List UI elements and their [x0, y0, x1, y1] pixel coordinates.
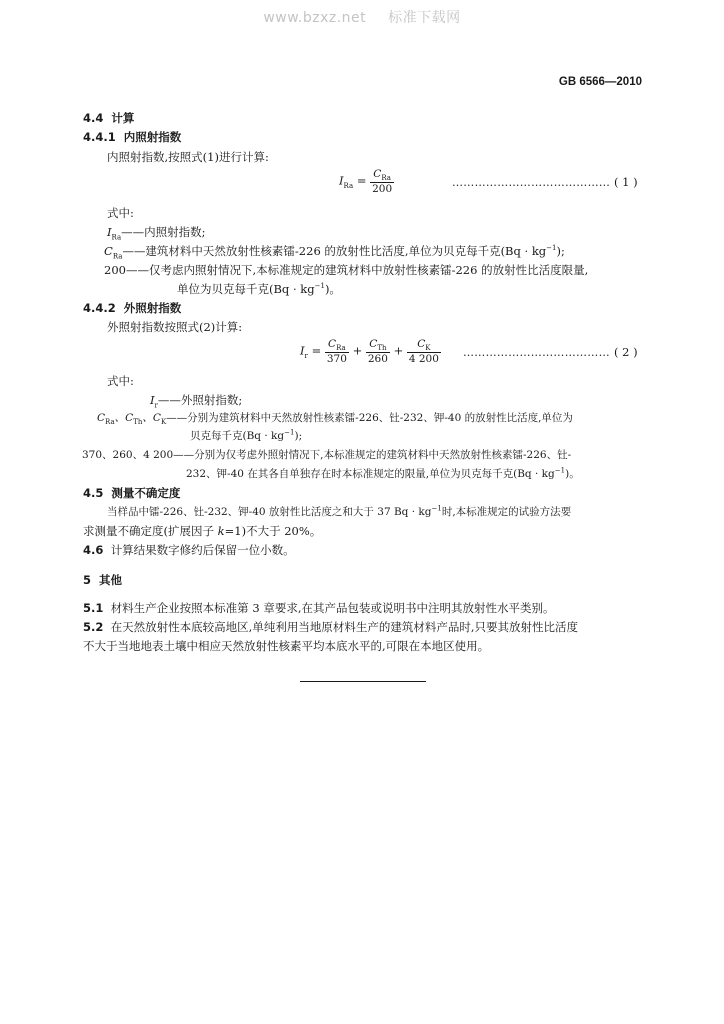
def-text-end: )。	[565, 468, 580, 480]
definition-200-cont	[177, 281, 341, 297]
section-text: 材料生产企业按照本标准第 3 章要求,在其产品包装或说明书中注明其放射性水平类别。	[110, 601, 555, 615]
def-text: ——分别为建筑材料中天然放射性核素镭-226、钍-232、钾-40 的放射性比活度,单位为	[166, 412, 573, 424]
eq-symbol: I	[300, 343, 305, 358]
fraction-denominator: 200	[372, 183, 393, 196]
def-text: ——内照射指数;	[121, 225, 206, 239]
section-number: 4.6	[83, 543, 104, 557]
def-subscript: Ra	[111, 233, 122, 242]
definition-c-values	[97, 410, 573, 426]
watermark-url: www.bzxz.net	[263, 10, 367, 26]
fraction-denominator: 370	[326, 353, 347, 366]
def-superscript: −1	[554, 466, 566, 475]
para-symbol: k	[217, 524, 225, 538]
section-4-4-heading	[83, 110, 134, 126]
eq-fraction-k	[407, 338, 441, 365]
definition-ir	[150, 392, 242, 409]
def-symbol: I	[150, 393, 155, 407]
eq-fraction	[370, 168, 394, 195]
fraction-numerator: C	[417, 338, 426, 350]
def-text-end: )。	[324, 282, 341, 296]
def-subscript: K	[160, 418, 167, 427]
def-subscript: Ra	[112, 252, 123, 261]
def-text: ——分别为仅考虑外照射情况下,本标准规定的建筑材料中天然放射性核素镭-226、钍-	[173, 449, 572, 461]
para-text-end: 时,本标准规定的试验方法要	[441, 506, 572, 518]
section-title: 测量不确定度	[111, 486, 181, 500]
section-title: 计算	[111, 111, 135, 125]
equation-1-leader: ……………………………………	[452, 176, 611, 189]
def-text: ——仅考虑内照射情况下,本标准规定的建筑材料中放射性核素镭-226 的放射性比活度限量,	[125, 263, 589, 277]
section-number: 4.4.1	[83, 130, 116, 144]
def-symbol: I	[107, 225, 112, 239]
def-superscript: −1	[546, 244, 557, 253]
section-number: 5.1	[83, 601, 104, 615]
section-number: 4.4.2	[83, 301, 116, 315]
definition-c-values-cont	[190, 428, 302, 443]
fraction-numerator: C	[328, 338, 337, 350]
fraction-subscript: Th	[377, 344, 387, 353]
para-text: 当样品中镭-226、钍-232、钾-40 放射性比活度之和大于 37 Bq · kg	[107, 506, 432, 518]
definition-limits	[82, 447, 571, 462]
equation-2: $I_r$ = $\frac{C_{Ra}}{370}$ + $\frac{C_{Th}}{260}$ + $\frac{C_K}{4 200}$	[300, 338, 439, 366]
def-subscript: Th	[133, 418, 143, 427]
fraction-denominator: 4 200	[408, 353, 439, 366]
fraction-numerator: C	[369, 338, 378, 350]
def-text: 贝克每千克(Bq · kg	[190, 430, 285, 442]
section-5-2-line1	[83, 619, 578, 635]
definition-cRa	[104, 243, 565, 260]
section-5-heading	[83, 572, 122, 588]
eq-subscript: Ra	[343, 181, 354, 190]
eq-fraction-ra	[325, 338, 349, 365]
def-superscript: −1	[314, 282, 325, 291]
def-text: 232、钾-40 在其各自单独存在时本标准规定的限量,单位为贝克每千克(Bq · kg	[186, 468, 555, 480]
eq-fraction-th	[366, 338, 390, 365]
end-rule	[300, 681, 426, 682]
para-text-end: =1)不大于 20%。	[224, 524, 322, 538]
section-5-1	[83, 600, 554, 616]
def-superscript: −1	[284, 428, 295, 437]
def-text: 单位为贝克每千克(Bq · kg	[177, 282, 315, 296]
definition-200	[104, 262, 588, 278]
section-title: 内照射指数	[123, 130, 182, 144]
def-text: ——建筑材料中天然放射性核素镭-226 的放射性比活度,单位为贝克每千克(Bq · kg	[122, 244, 547, 258]
fraction-denominator: 260	[367, 353, 388, 366]
def-text: ——外照射指数;	[157, 393, 243, 407]
section-4-4-1-heading	[83, 129, 181, 145]
def-symbol: 、C	[142, 412, 161, 424]
def-subscript: r	[154, 401, 158, 410]
para-text: 求测量不确定度(扩展因子	[83, 524, 218, 538]
def-symbol: 370、260、4 200	[82, 449, 174, 461]
def-symbol: C	[104, 244, 113, 258]
section-number: 4.5	[83, 486, 104, 500]
fraction-subscript: K	[425, 344, 431, 353]
section-text: 计算结果数字修约后保留一位小数。	[110, 543, 295, 557]
section-4-5-heading	[83, 485, 180, 501]
fraction-numerator: C	[373, 168, 382, 180]
where-label-2: 式中:	[107, 374, 134, 388]
fraction-subscript: Ra	[381, 174, 391, 183]
section-4-5-para-line1	[107, 504, 571, 519]
def-symbol: 、C	[114, 412, 134, 424]
section-5-2-line2: 不大于当地地表土壤中相应天然放射性核素平均本底水平的,可限在本地区使用。	[83, 639, 490, 653]
watermark	[0, 7, 724, 27]
equation-2-number: ( 2 )	[614, 345, 638, 359]
equation-1: $I_{Ra}$ = $\frac{C_{Ra}}{200}$	[339, 168, 393, 196]
def-symbol: C	[97, 412, 106, 424]
eq-subscript: r	[304, 351, 308, 360]
where-label-1: 式中:	[107, 206, 134, 220]
formula-1-intro: 内照射指数,按照式(1)进行计算:	[107, 150, 269, 164]
definition-limits-cont	[186, 466, 580, 481]
definition-iRa	[107, 224, 206, 241]
watermark-site: 标准下载网	[388, 10, 461, 26]
section-title: 外照射指数	[123, 301, 182, 315]
section-4-5-para-line2	[83, 523, 321, 539]
standard-number: GB 6566—2010	[558, 76, 642, 88]
equation-2-leader: …………………………………	[463, 346, 610, 359]
equation-1-number: ( 1 )	[614, 175, 638, 189]
section-text: 在天然放射性本底较高地区,单纯利用当地原材料生产的建筑材料产品时,只要其放射性比活度	[110, 620, 578, 634]
para-superscript: −1	[431, 504, 442, 513]
fraction-subscript: Ra	[336, 344, 346, 353]
def-symbol: 200	[104, 263, 126, 277]
def-text-end: );	[294, 430, 303, 442]
formula-2-intro: 外照射指数按照式(2)计算:	[107, 320, 243, 334]
section-4-4-2-heading	[83, 300, 181, 316]
section-number: 5.2	[83, 620, 104, 634]
section-number: 5	[83, 573, 92, 587]
section-number: 4.4	[83, 111, 104, 125]
def-text-end: );	[556, 244, 565, 258]
section-4-6	[83, 542, 295, 558]
section-title: 其他	[99, 573, 123, 587]
def-subscript: Ra	[105, 418, 115, 427]
eq-symbol: I	[339, 173, 344, 188]
